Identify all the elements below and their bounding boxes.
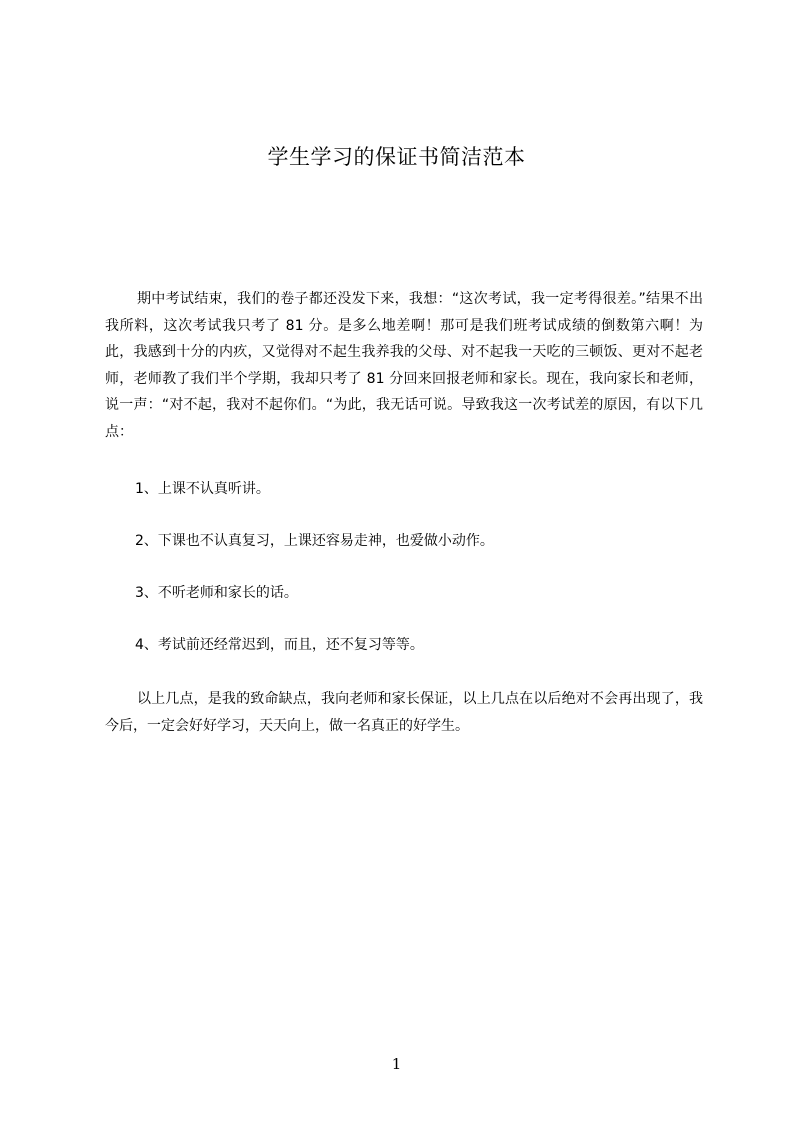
intro-paragraph: 期中考试结束，我们的卷子都还没发下来，我想：“这次考试，我一定考得很差。”结果不出我所料，这次考试我只考了 81 分。是多么地差啊！那可是我们班考试成绩的倒数第六啊！为此，我感到十分的内疚，又觉得对不起生我养我的父母、对不起我一天吃的三顿饭、更对不起老师，老师教了我们半个学期，我却只考了 81 分回来回报老师和家长。现在，我向家长和老师，说一声：“对不起，我对不起你们。“为此，我无话可说。导致我这一次考试差的原因，有以下几点： [105, 291, 703, 440]
page-number: 1 [391, 1055, 402, 1073]
list-item: 2、下课也不认真复习，上课还容易走神，也爱做小动作。 [135, 533, 494, 549]
list-item: 4、考试前还经常迟到，而且，还不复习等等。 [135, 637, 424, 653]
list-item: 1、上课不认真听讲。 [135, 481, 270, 497]
document-title: 学生学习的保证书简洁范本 [267, 145, 526, 169]
closing-paragraph: 以上几点，是我的致命缺点，我向老师和家长保证，以上几点在以后绝对不会再出现了，我今后，一定会好好学习，天天向上，做一名真正的好学生。 [105, 691, 703, 734]
list-item: 3、不听老师和家长的话。 [135, 585, 298, 601]
